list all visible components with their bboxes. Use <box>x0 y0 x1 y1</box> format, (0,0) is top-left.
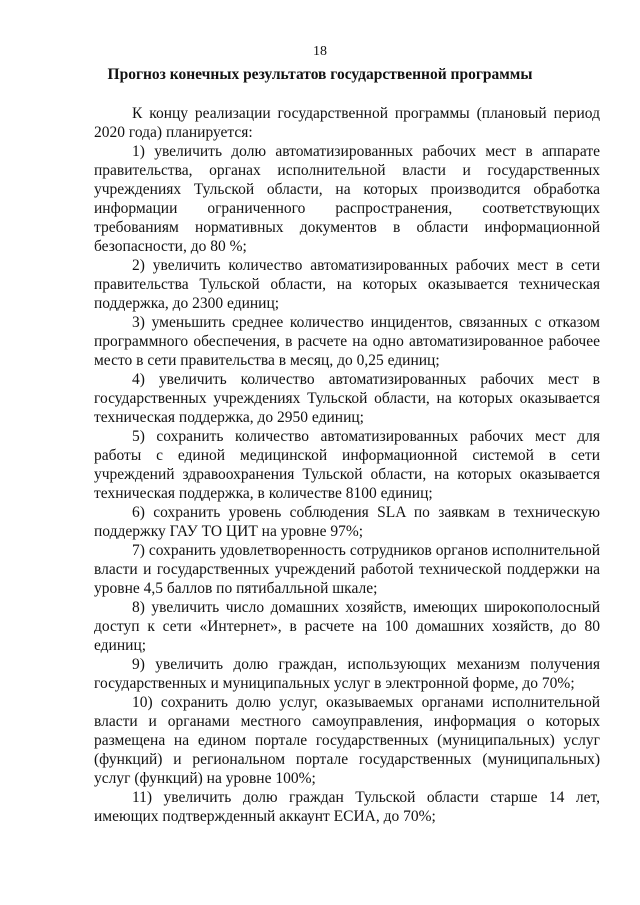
document-body <box>94 104 600 826</box>
list-item-2: 2) увеличить количество автоматизированных рабочих мест в сети правительства Тульской области, на которых оказывается техническая поддержка, до 2300 единиц; <box>94 257 600 312</box>
list-item-4: 4) увеличить количество автоматизированных рабочих мест в государственных учреждениях Тульской области, на которых оказывается техническая поддержка, до 2950 единиц; <box>94 371 600 426</box>
page-number: 18 <box>313 44 327 59</box>
list-item-1: 1) увеличить долю автоматизированных рабочих мест в аппарате правительства, органах исполнительной власти и государственных учреждениях Тульской области, на которых производится обработка информации ограниченного распространения, соответствующих требованиям нормативных документов в области информационной безопасности, до 80 %; <box>94 143 600 255</box>
list-item-8: 8) увеличить число домашних хозяйств, имеющих широкополосный доступ к сети «Интернет», в расчете на 100 домашних хозяйств, до 80 единиц; <box>94 599 600 654</box>
list-item-6: 6) сохранить уровень соблюдения SLA по заявкам в техническую поддержку ГАУ ТО ЦИТ на уровне 97%; <box>94 504 600 540</box>
list-item-11: 11) увеличить долю граждан Тульской области старше 14 лет, имеющих подтвержденный аккаунт ЕСИА, до 70%; <box>94 789 600 825</box>
list-item-10: 10) сохранить долю услуг, оказываемых органами исполнительной власти и органами местного самоуправления, информация о которых размещена на едином портале государственных (муниципальных) услуг (функций) и региональном портале государственных (муниципальных) услуг (функций) на уровне 100%; <box>94 694 600 787</box>
intro-paragraph: К концу реализации государственной программы (плановый период 2020 года) планируется: <box>94 105 600 141</box>
list-item-7: 7) сохранить удовлетворенность сотрудников органов исполнительной власти и государственных учреждений работой технической поддержки на уровне 4,5 баллов по пятибалльной шкале; <box>94 542 600 597</box>
page-title: Прогноз конечных результатов государственной программы <box>107 66 533 83</box>
list-item-9: 9) увеличить долю граждан, использующих механизм получения государственных и муниципальных услуг в электронной форме, до 70%; <box>94 656 600 692</box>
list-item-3: 3) уменьшить среднее количество инцидентов, связанных с отказом программного обеспечения, в расчете на одно автоматизированное рабочее место в сети правительства в месяц, до 0,25 единиц; <box>94 314 600 369</box>
list-item-5: 5) сохранить количество автоматизированных рабочих мест для работы с единой медицинской информационной системой в сети учреждений здравоохранения Тульской области, на которых оказывается техническая поддержка, в количестве 8100 единиц; <box>94 428 600 502</box>
